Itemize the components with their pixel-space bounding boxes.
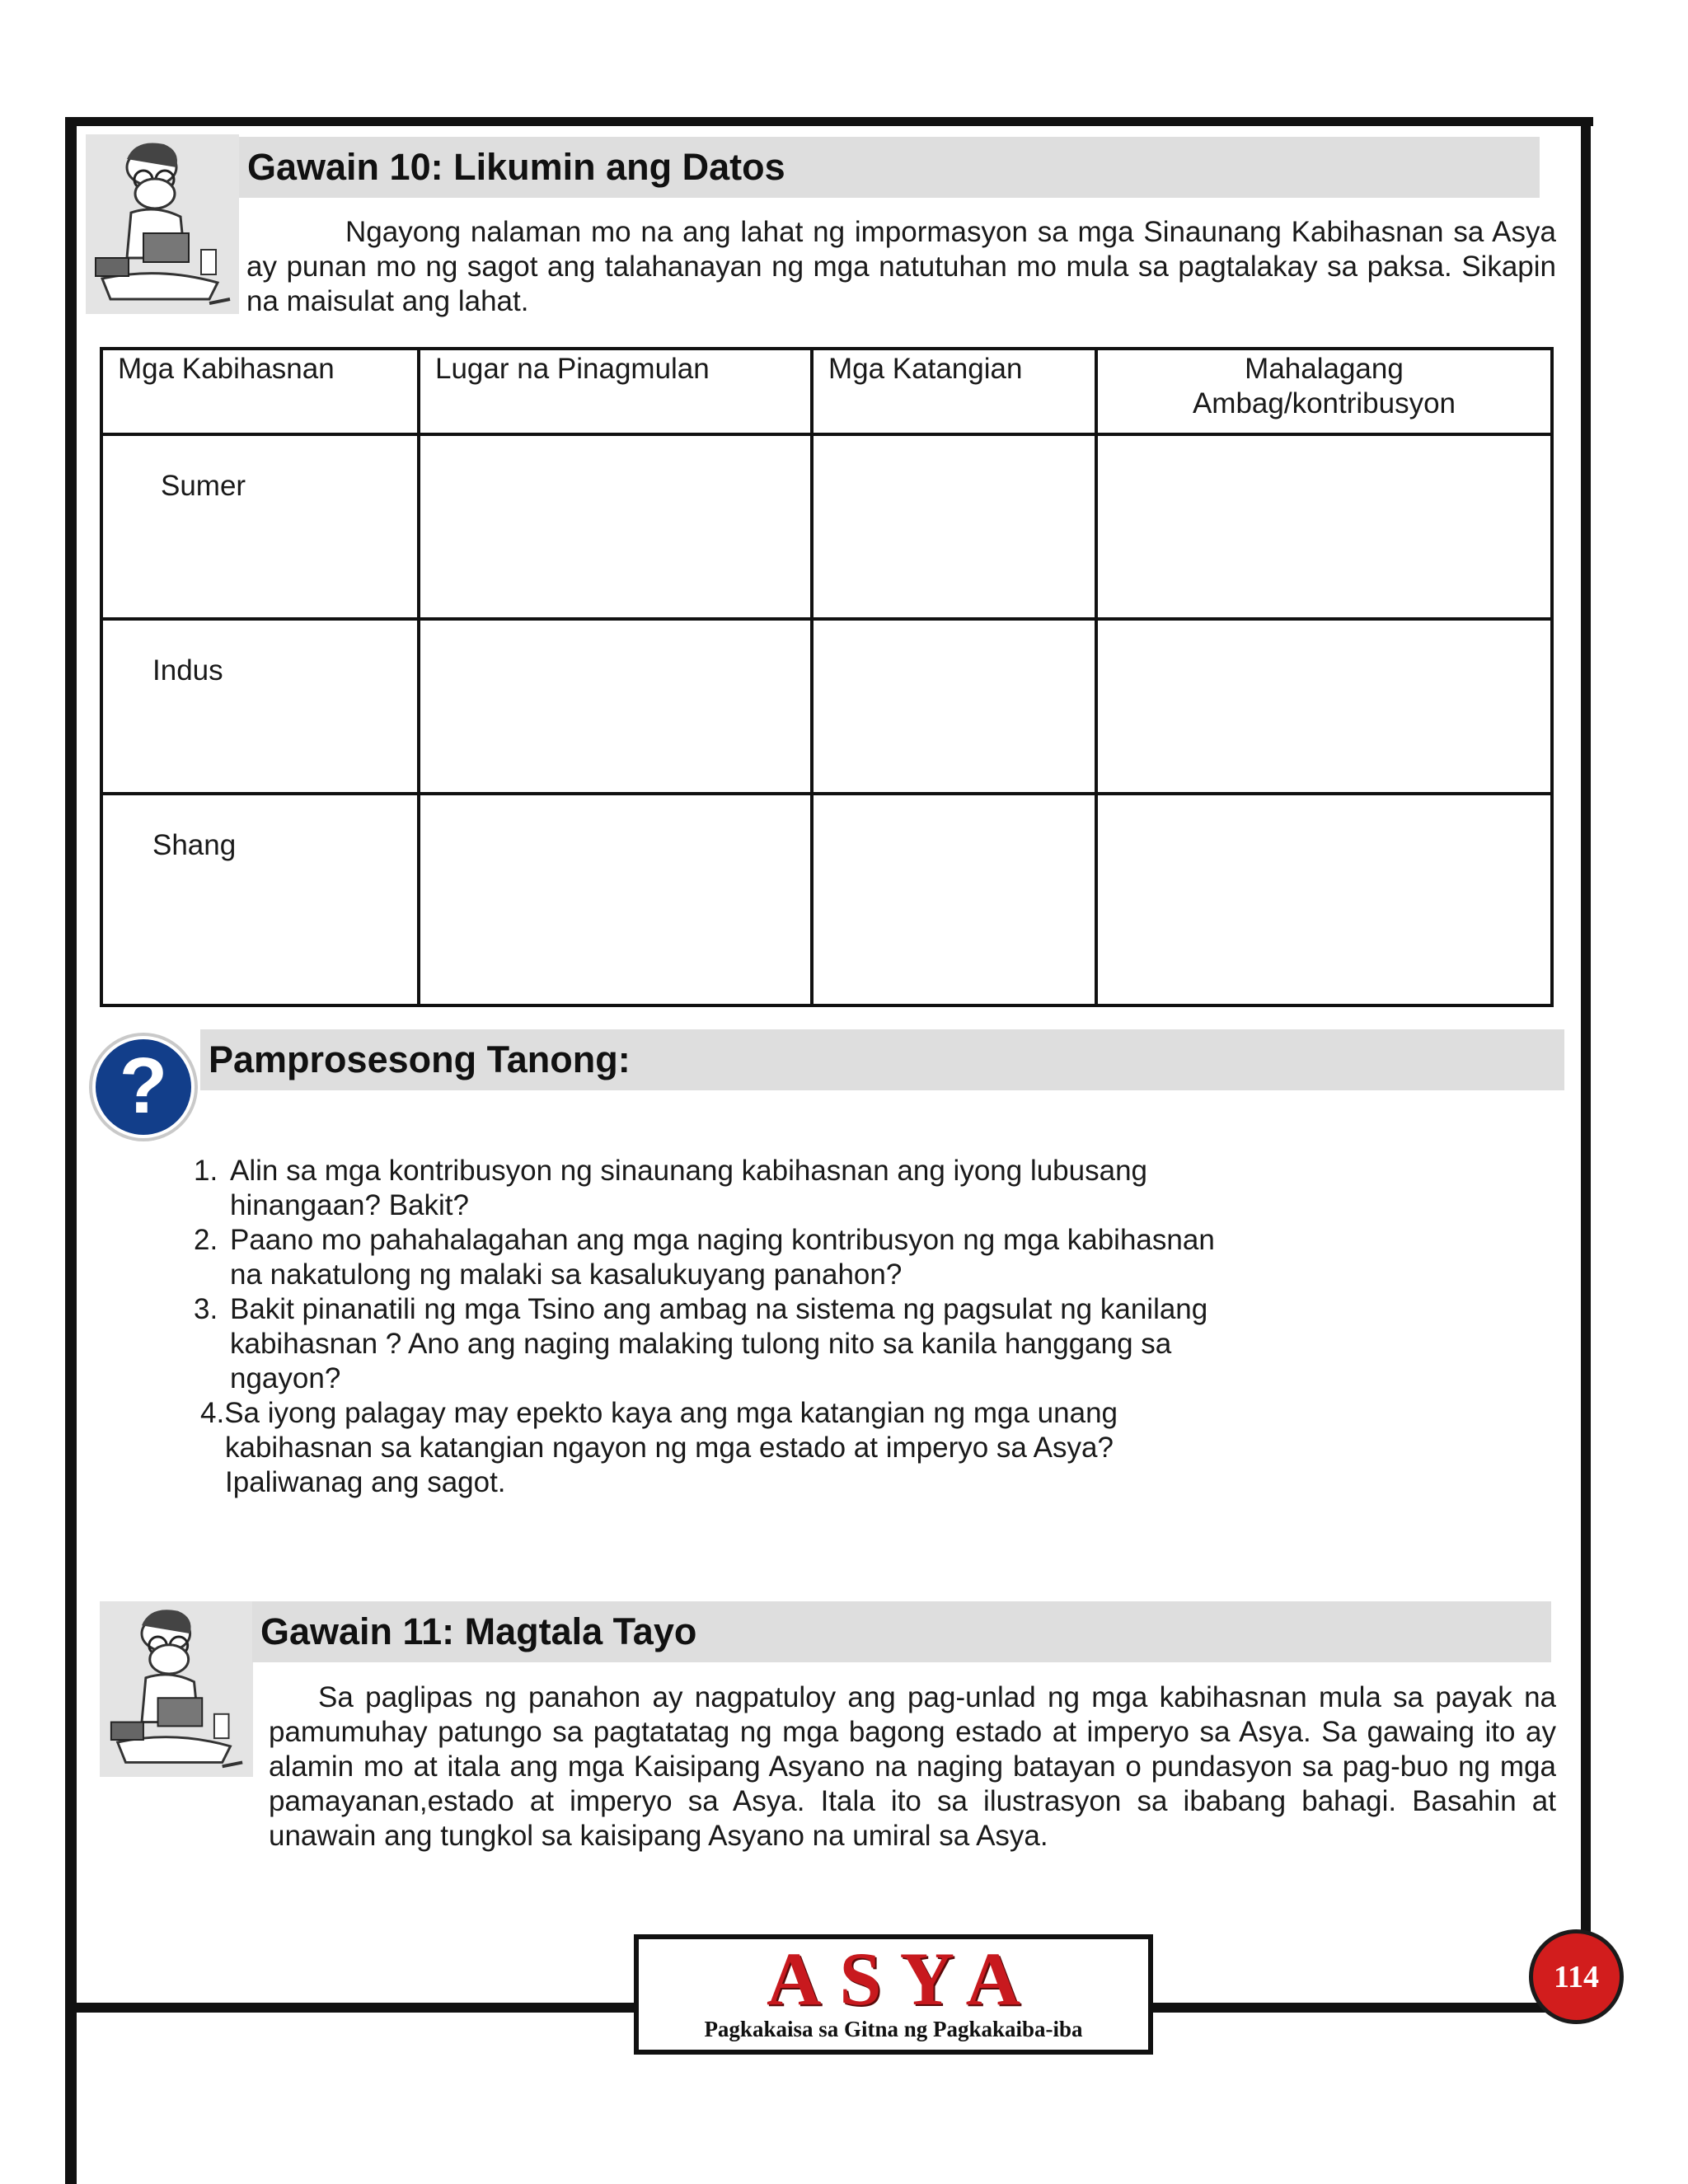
student-reading-illustration (86, 134, 239, 314)
header-kabihasnan: Mga Kabihasnan (101, 349, 419, 434)
question-mark-icon (87, 1030, 200, 1144)
question-number: 2. (194, 1224, 218, 1256)
gawain10-instructions-text: Ngayong nalaman mo na ang lahat ng impormasyon sa mga Sinaunang Kabihasnan sa Asya ay punan mo ng sagot ang talahanayan ng mga natutuhan mo mula sa pagtalakay sa paksa. Sikapin na maisulat ang lahat. (246, 216, 1556, 317)
gawain11-body (269, 1680, 1556, 1854)
question-line: 4.Sa iyong palagay may epekto kaya ang mga katangian ng mga unang (200, 1397, 1118, 1429)
gawain10-title: Gawain 10: Likumin ang Datos (239, 137, 1540, 198)
question-text (230, 1292, 1207, 1396)
table-header-row (101, 349, 1552, 434)
question-line: hinangaan? Bakit? (230, 1189, 469, 1221)
question-item-3 (194, 1292, 1348, 1396)
footer-subtitle: Pagkakaisa sa Gitna ng Pagkakaiba-iba (704, 2017, 1083, 2041)
row-label-indus: Indus (101, 619, 419, 794)
gawain11-body-text: Sa paglipas ng panahon ay nagpatuloy ang pag-unlad ng mga kabihasnan mula sa payak na pamumuhay patungo sa pagtatatag ng mga bagong estado at imperyo sa Asya. Sa gawaing ito ay alamin mo at itala ang mga Kaisipang Asyano na naging batayan o pundasyon sa pag-buo ng mga pamayanan,estado at imperyo sa Asya. Itala ito sa ilustrasyon sa ibabang bahagi. Basahin at unawain ang tungkol sa kaisipang Asyano na umiral sa Asya. (269, 1681, 1556, 1852)
question-number: 3. (194, 1293, 218, 1325)
answer-cell[interactable] (812, 619, 1096, 794)
question-text (230, 1154, 1147, 1223)
answer-cell[interactable] (812, 794, 1096, 1005)
question-item-2 (194, 1223, 1348, 1292)
question-item-4 (200, 1396, 1348, 1500)
header-lugar: Lugar na Pinagmulan (419, 349, 812, 434)
question-text (230, 1223, 1215, 1292)
gawain10-instructions (246, 215, 1556, 319)
row-label-shang: Shang (101, 794, 419, 1005)
table-row (101, 794, 1552, 1005)
answer-cell[interactable] (419, 434, 812, 619)
questions-list (194, 1154, 1348, 1500)
row-label-sumer: Sumer (101, 434, 419, 619)
frame-left-border (65, 117, 77, 2184)
question-line: Paano mo pahahalagahan ang mga naging kontribusyon ng mga kabihasnan (230, 1224, 1215, 1256)
question-number: 1. (194, 1155, 218, 1187)
table-row (101, 434, 1552, 619)
question-line: Alin sa mga kontribusyon ng sinaunang kabihasnan ang iyong lubusang (230, 1155, 1148, 1187)
header-ambag-line2: Ambag/kontribusyon (1192, 387, 1456, 419)
datos-table (100, 347, 1554, 1007)
student-reading-illustration (100, 1601, 253, 1777)
question-line: Ipaliwanag ang sagot. (225, 1466, 506, 1498)
pamprosesong-title: Pamprosesong Tanong: (200, 1029, 1564, 1090)
question-line: ngayon? (230, 1362, 341, 1394)
frame-right-border (1581, 117, 1591, 2013)
gawain11-title: Gawain 11: Magtala Tayo (252, 1601, 1551, 1662)
table-row (101, 619, 1552, 794)
question-line: kabihasnan sa katangian ngayon ng mga estado at imperyo sa Asya? (225, 1432, 1114, 1464)
header-katangian: Mga Katangian (812, 349, 1096, 434)
answer-cell[interactable] (1096, 619, 1552, 794)
svg-text:?: ? (119, 1042, 168, 1130)
answer-cell[interactable] (812, 434, 1096, 619)
header-ambag-line1: Mahalagang (1245, 353, 1404, 385)
answer-cell[interactable] (419, 794, 812, 1005)
frame-top-border (72, 117, 1593, 126)
answer-cell[interactable] (1096, 434, 1552, 619)
question-line: na nakatulong ng malaki sa kasalukuyang panahon? (230, 1258, 903, 1291)
question-line: kabihasnan ? Ano ang naging malaking tulong nito sa kanila hanggang sa (230, 1328, 1172, 1360)
question-line: Bakit pinanatili ng mga Tsino ang ambag na sistema ng pagsulat ng kanilang (230, 1293, 1208, 1325)
footer-logo (634, 1934, 1153, 2055)
header-ambag (1096, 349, 1552, 434)
footer-title: ASYA (766, 1937, 1039, 2021)
page-number-badge: 114 (1529, 1929, 1624, 2024)
answer-cell[interactable] (1096, 794, 1552, 1005)
question-item-1 (194, 1154, 1348, 1223)
answer-cell[interactable] (419, 619, 812, 794)
